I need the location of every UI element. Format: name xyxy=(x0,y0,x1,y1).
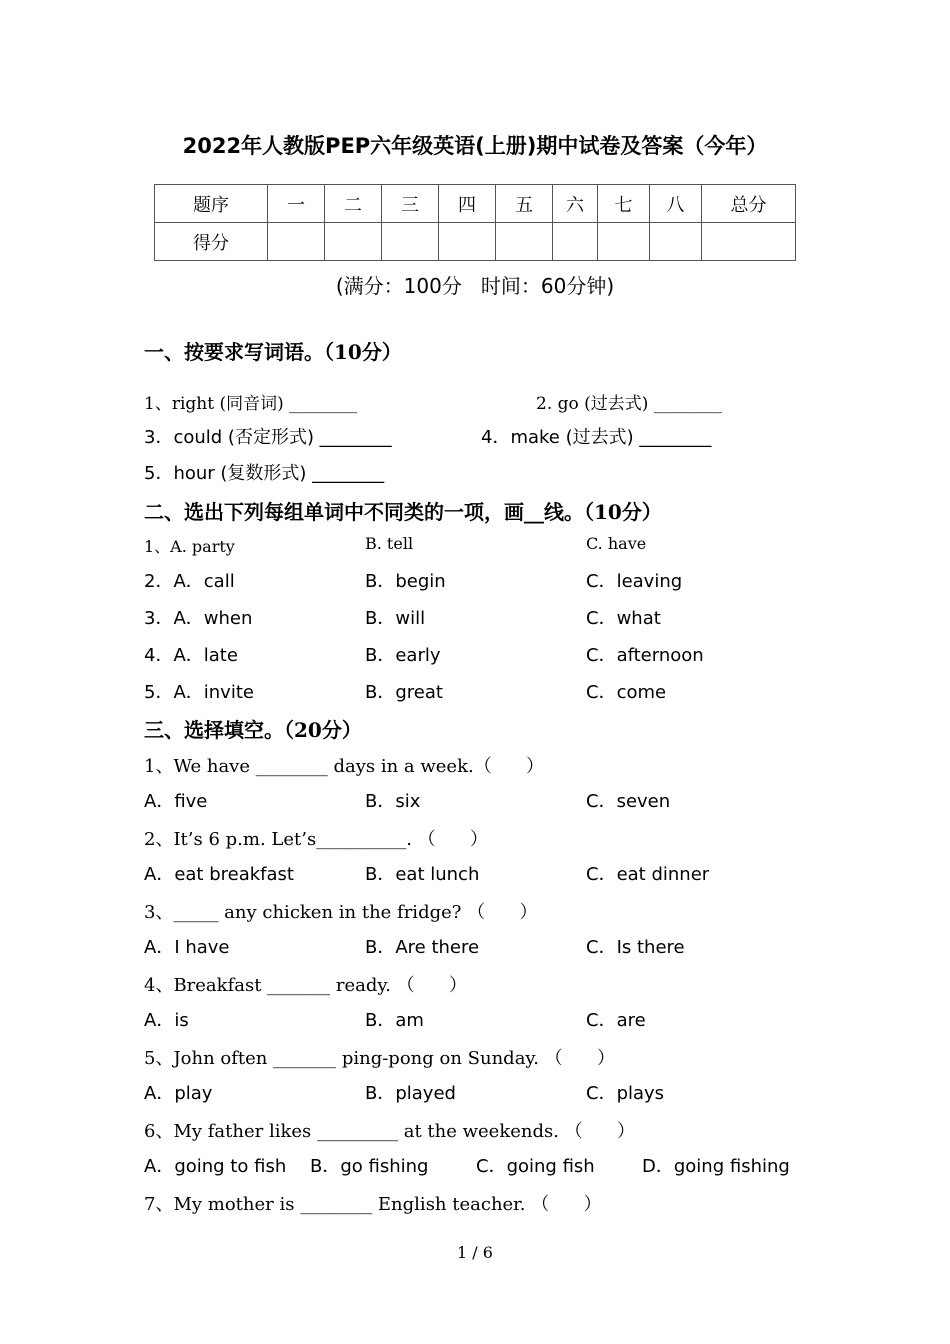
option-3-4-b: B．am xyxy=(365,1010,424,1031)
score-header-cell: 八 xyxy=(650,185,702,223)
option-3-3-c: C．Is there xyxy=(586,937,685,958)
option-3-2-b: B．eat lunch xyxy=(365,864,480,885)
option-2-3-a: 3．A．when xyxy=(144,608,253,629)
exam-note: (满分：100分 时间：60分钟) xyxy=(335,274,615,298)
score-table xyxy=(154,184,796,261)
option-2-5-a: 5．A．invite xyxy=(144,682,254,703)
page-title: 2022年人教版PEP六年级英语(上册)期中试卷及答案（今年） xyxy=(182,134,768,158)
option-3-6-d: D．going fishing xyxy=(642,1156,790,1177)
score-cell[interactable] xyxy=(268,223,325,261)
option-2-2-b: B．begin xyxy=(365,571,446,592)
section-3-heading: 三、选择填空。（20分） xyxy=(144,718,362,742)
score-cell[interactable] xyxy=(382,223,439,261)
option-2-1-c: C. have xyxy=(586,534,647,553)
option-3-2-a: A．eat breakfast xyxy=(144,864,294,885)
question-1-1: 1、right (同音词) ________ xyxy=(144,394,358,414)
score-header-cell: 四 xyxy=(439,185,496,223)
option-2-1-a: 1、A. party xyxy=(144,537,235,556)
score-cell[interactable] xyxy=(650,223,702,261)
option-2-3-c: C．what xyxy=(586,608,661,629)
question-3-5-stem: 5、John often _______ ping-pong on Sunday. （ ） xyxy=(144,1048,615,1069)
score-header-cell: 五 xyxy=(496,185,553,223)
question-1-4: 4．make (过去式) ________ xyxy=(481,427,712,448)
option-2-5-c: C．come xyxy=(586,682,667,703)
score-header-cell: 一 xyxy=(268,185,325,223)
score-cell[interactable] xyxy=(598,223,650,261)
score-cell[interactable] xyxy=(553,223,598,261)
score-header-cell: 题序 xyxy=(155,185,268,223)
score-table-header-row xyxy=(155,185,796,223)
section-2-heading: 二、选出下列每组单词中不同类的一项，画__线。（10分） xyxy=(144,500,662,524)
option-3-6-b: B．go fishing xyxy=(310,1156,429,1177)
option-3-2-c: C．eat dinner xyxy=(586,864,710,885)
score-header-cell: 总分 xyxy=(702,185,796,223)
option-2-4-b: B．early xyxy=(365,645,441,666)
score-table-score-row xyxy=(155,223,796,261)
question-3-4-stem: 4、Breakfast _______ ready. （ ） xyxy=(144,975,467,996)
option-3-3-b: B．Are there xyxy=(365,937,480,958)
question-1-3: 3．could (否定形式) ________ xyxy=(144,427,392,448)
option-3-1-a: A．five xyxy=(144,791,208,812)
score-row-label: 得分 xyxy=(155,223,268,261)
option-3-5-b: B．played xyxy=(365,1083,456,1104)
page-number: 1 / 6 xyxy=(457,1243,493,1262)
score-cell[interactable] xyxy=(496,223,553,261)
score-header-cell: 三 xyxy=(382,185,439,223)
option-2-1-b: B. tell xyxy=(365,534,414,553)
question-1-5: 5．hour (复数形式) ________ xyxy=(144,463,385,484)
question-3-6-stem: 6、My father likes _________ at the weekends. （ ） xyxy=(144,1121,636,1142)
option-3-1-c: C．seven xyxy=(586,791,671,812)
question-3-3-stem: 3、_____ any chicken in the fridge? （ ） xyxy=(144,902,538,923)
question-3-2-stem: 2、It’s 6 p.m. Let’s__________. （ ） xyxy=(144,829,488,850)
score-header-cell: 六 xyxy=(553,185,598,223)
score-header-cell: 二 xyxy=(325,185,382,223)
option-3-1-b: B．six xyxy=(365,791,421,812)
option-2-2-c: C．leaving xyxy=(586,571,683,592)
score-cell[interactable] xyxy=(702,223,796,261)
section-1-heading: 一、按要求写词语。（10分） xyxy=(144,340,402,364)
question-3-7-stem: 7、My mother is ________ English teacher. （ ） xyxy=(144,1194,602,1215)
score-cell[interactable] xyxy=(325,223,382,261)
option-2-3-b: B．will xyxy=(365,608,426,629)
question-1-2: 2. go (过去式) ________ xyxy=(536,394,722,414)
question-3-1-stem: 1、We have ________ days in a week.（ ） xyxy=(144,756,545,777)
score-cell[interactable] xyxy=(439,223,496,261)
option-2-4-c: C．afternoon xyxy=(586,645,704,666)
option-3-3-a: A．I have xyxy=(144,937,230,958)
option-3-5-a: A．play xyxy=(144,1083,213,1104)
option-2-5-b: B．great xyxy=(365,682,443,703)
option-2-2-a: 2．A．call xyxy=(144,571,235,592)
option-3-6-c: C．going fish xyxy=(476,1156,595,1177)
option-2-4-a: 4．A．late xyxy=(144,645,238,666)
option-3-6-a: A．going to fish xyxy=(144,1156,287,1177)
option-3-4-a: A．is xyxy=(144,1010,189,1031)
option-3-5-c: C．plays xyxy=(586,1083,665,1104)
option-3-4-c: C．are xyxy=(586,1010,646,1031)
score-header-cell: 七 xyxy=(598,185,650,223)
